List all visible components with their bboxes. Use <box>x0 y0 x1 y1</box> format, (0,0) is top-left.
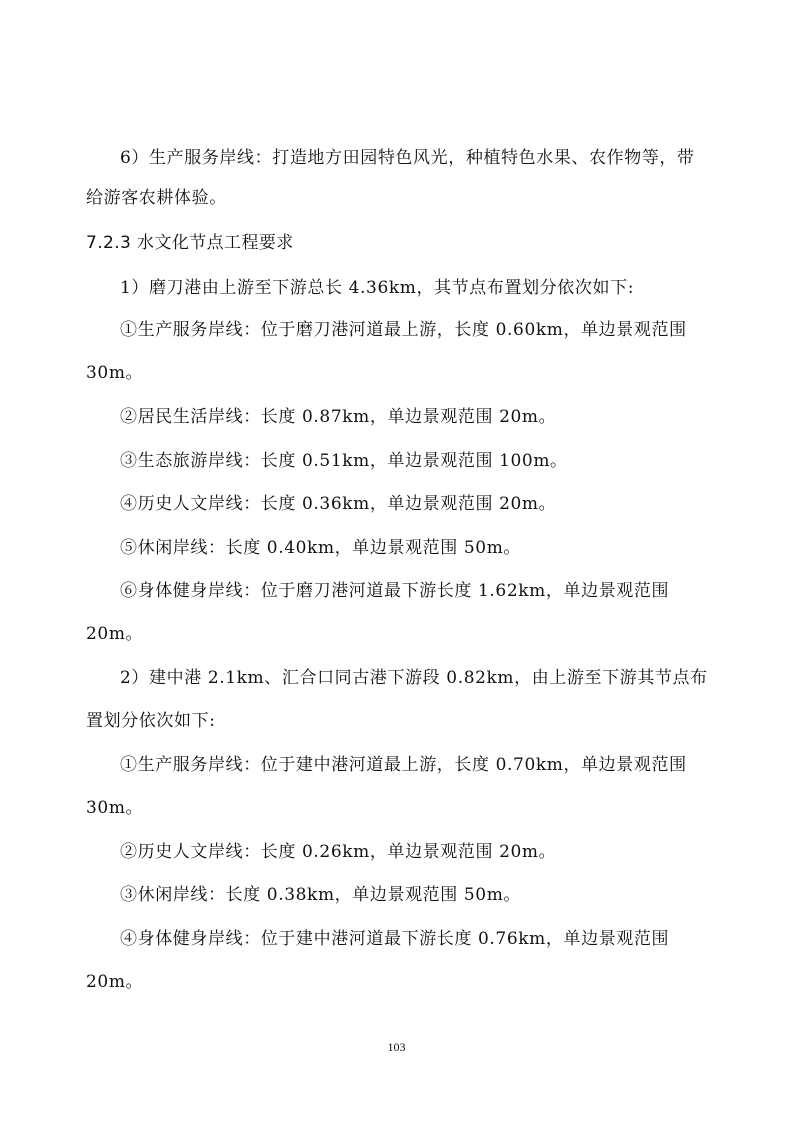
item-1-a-line-2: 30m。 <box>86 363 144 383</box>
item-1-e: ⑤休闲岸线：长度 0.40km，单边景观范围 50m。 <box>120 538 522 558</box>
item-2-d-line-2: 20m。 <box>86 972 144 992</box>
item-1-f-line-2: 20m。 <box>86 624 144 644</box>
item-2-c: ③休闲岸线：长度 0.38km，单边景观范围 50m。 <box>120 885 522 905</box>
item-1-intro: 1）磨刀港由上游至下游总长 4.36km，其节点布置划分依次如下: <box>120 278 635 298</box>
item-1-b: ②居民生活岸线：长度 0.87km，单边景观范围 20m。 <box>120 407 557 427</box>
paragraph-6-line-1: 6）生产服务岸线：打造地方田园特色风光，种植特色水果、农作物等，带 <box>120 148 695 168</box>
item-2-a-line-1: ①生产服务岸线：位于建中港河道最上游，长度 0.70km，单边景观范围 <box>120 755 687 775</box>
item-2-intro-line-2: 置划分依次如下: <box>86 711 216 731</box>
item-1-c: ③生态旅游岸线：长度 0.51km，单边景观范围 100m。 <box>120 451 568 471</box>
item-2-intro-line-1: 2）建中港 2.1km、汇合口同古港下游段 0.82km，由上游至下游其节点布 <box>120 668 708 688</box>
item-2-a-line-2: 30m。 <box>86 798 144 818</box>
item-1-a-line-1: ①生产服务岸线：位于磨刀港河道最上游，长度 0.60km，单边景观范围 <box>120 320 687 340</box>
item-2-b: ②历史人文岸线：长度 0.26km，单边景观范围 20m。 <box>120 842 557 862</box>
paragraph-6-line-2: 给游客农耕体验。 <box>86 188 227 208</box>
page-number: 103 <box>387 1040 406 1054</box>
item-1-d: ④历史人文岸线：长度 0.36km，单边景观范围 20m。 <box>120 494 557 514</box>
section-heading: 7.2.3 水文化节点工程要求 <box>86 233 294 253</box>
item-1-f-line-1: ⑥身体健身岸线：位于磨刀港河道最下游长度 1.62km，单边景观范围 <box>120 581 670 601</box>
item-2-d-line-1: ④身体健身岸线：位于建中港河道最下游长度 0.76km，单边景观范围 <box>120 929 670 949</box>
